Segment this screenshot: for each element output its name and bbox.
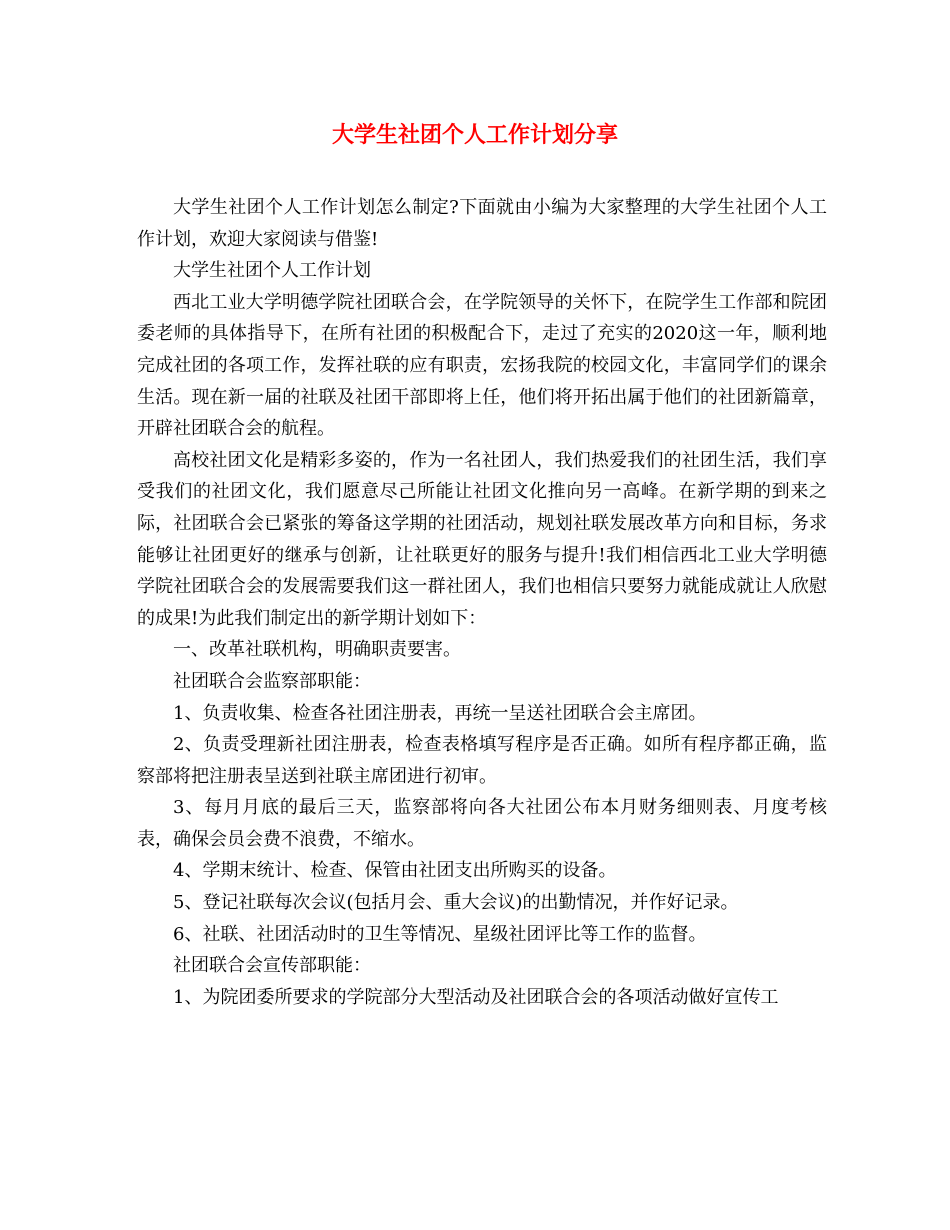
paragraph-subheading: 大学生社团个人工作计划 bbox=[173, 260, 371, 282]
list-item: 1、负责收集、检查各社团注册表，再统一呈送社团联合会主席团。 bbox=[173, 702, 707, 724]
section-heading-reform: 一、改革社联机构，明确职责要害。 bbox=[173, 639, 461, 661]
list-item: 1、为院团委所要求的学院部分大型活动及社团联合会的各项活动做好宣传工 bbox=[173, 986, 779, 1008]
document-body bbox=[137, 192, 827, 1013]
document-title: 大学生社团个人工作计划分享 bbox=[331, 122, 618, 148]
paragraph-intro: 大学生社团个人工作计划怎么制定?下面就由小编为大家整理的大学生社团个人工作计划，欢迎大家阅读与借鉴! bbox=[137, 197, 827, 250]
paragraph-culture: 高校社团文化是精彩多姿的，作为一名社团人，我们热爱我们的社团生活，我们享受我们的社团文化，我们愿意尽己所能让社团文化推向另一高峰。在新学期的到来之际，社团联合会已紧张的筹备这学期的社团活动，规划社联发展改革方向和目标，务求能够让社团更好的继承与创新，让社联更好的服务与提升!我们相信西北工业大学明德学院社团联合会的发展需要我们这一群社团人，我们也相信只要努力就能成就让人欣慰的成果!为此我们制定出的新学期计划如下： bbox=[137, 449, 827, 629]
paragraph-background: 西北工业大学明德学院社团联合会，在学院领导的关怀下，在院学生工作部和院团委老师的具体指导下，在所有社团的积极配合下，走过了充实的2020这一年，顺利地完成社团的各项工作，发挥社联的应有职责，宏扬我院的校园文化，丰富同学们的课余生活。现在新一届的社联及社团干部即将上任，他们将开拓出属于他们的社团新篇章，开辟社团联合会的航程。 bbox=[137, 291, 827, 440]
list-item: 6、社联、社团活动时的卫生等情况、星级社团评比等工作的监督。 bbox=[173, 923, 707, 945]
list-item: 5、登记社联每次会议(包括月会、重大会议)的出勤情况，并作好记录。 bbox=[173, 892, 739, 914]
list-item: 4、学期末统计、检查、保管由社团支出所购买的设备。 bbox=[173, 860, 617, 882]
list-item: 2、负责受理新社团注册表，检查表格填写程序是否正确。如所有程序都正确，监察部将把注册表呈送到社联主席团进行初审。 bbox=[137, 734, 827, 787]
section-heading-publicity: 社团联合会宣传部职能： bbox=[173, 955, 371, 977]
section-heading-supervision: 社团联合会监察部职能： bbox=[173, 670, 371, 692]
list-item: 3、每月月底的最后三天，监察部将向各大社团公布本月财务细则表、月度考核表，确保会员会费不浪费，不缩水。 bbox=[137, 797, 827, 850]
